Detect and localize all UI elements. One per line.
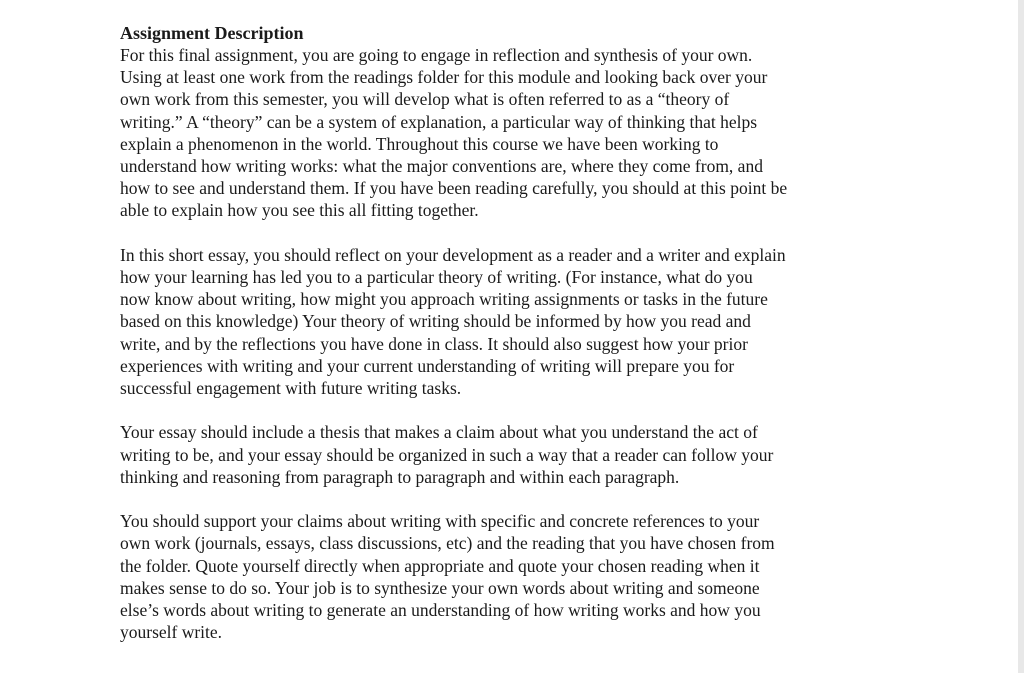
paragraph-4	[120, 510, 910, 643]
paragraph-line: explain a phenomenon in the world. Throughout this course we have been working to	[120, 133, 719, 154]
paragraph-line: thinking and reasoning from paragraph to paragraph and within each paragraph.	[120, 466, 680, 487]
paragraph-line: successful engagement with future writing tasks.	[120, 378, 462, 399]
paragraph-line: experiences with writing and your current understanding of writing will prepare you for	[120, 355, 735, 376]
paragraph-line: writing.” A “theory” can be a system of explanation, a particular way of thinking that helps	[120, 111, 758, 132]
paragraph-line: how to see and understand them. If you have been reading carefully, you should at this point be	[120, 178, 788, 199]
assignment-heading: Assignment Description	[120, 23, 304, 43]
paragraph-line: else’s words about writing to generate an understanding of how writing works and how you	[120, 600, 761, 621]
paragraph-line: based on this knowledge) Your theory of writing should be informed by how you read and	[120, 311, 751, 332]
paragraph-line: own work (journals, essays, class discussions, etc) and the reading that you have chosen from	[120, 533, 775, 554]
paragraph-line: the folder. Quote yourself directly when appropriate and quote your chosen reading when it	[120, 555, 760, 576]
paragraph-line: You should support your claims about writing with specific and concrete references to your	[120, 511, 760, 532]
paragraph-line: how your learning has led you to a particular theory of writing. (For instance, what do you	[120, 267, 753, 288]
paragraph-line: makes sense to do so. Your job is to synthesize your own words about writing and someone	[120, 577, 760, 598]
document-page	[120, 22, 910, 666]
paragraph-line: now know about writing, how might you approach writing assignments or tasks in the future	[120, 289, 768, 310]
paragraph-1	[120, 44, 910, 222]
paragraph-line: writing to be, and your essay should be organized in such a way that a reader can follow your	[120, 444, 774, 465]
paragraph-3	[120, 421, 910, 488]
paragraph-line: yourself write.	[120, 622, 223, 643]
paragraph-line: Your essay should include a thesis that makes a claim about what you understand the act of	[120, 422, 758, 443]
paragraph-line: own work from this semester, you will develop what is often referred to as a “theory of	[120, 89, 730, 110]
scrollbar[interactable]	[1018, 0, 1024, 673]
paragraph-line: write, and by the reflections you have done in class. It should also suggest how your prior	[120, 333, 748, 354]
paragraph-line: For this final assignment, you are going to engage in reflection and synthesis of your own.	[120, 45, 753, 65]
paragraph-line: In this short essay, you should reflect on your development as a reader and a writer and explain	[120, 244, 786, 265]
paragraph-line: Using at least one work from the readings folder for this module and looking back over your	[120, 67, 768, 88]
paragraph-line: able to explain how you see this all fitting together.	[120, 200, 479, 221]
paragraph-line: understand how writing works: what the major conventions are, where they come from, and	[120, 156, 763, 177]
paragraph-2	[120, 244, 910, 399]
